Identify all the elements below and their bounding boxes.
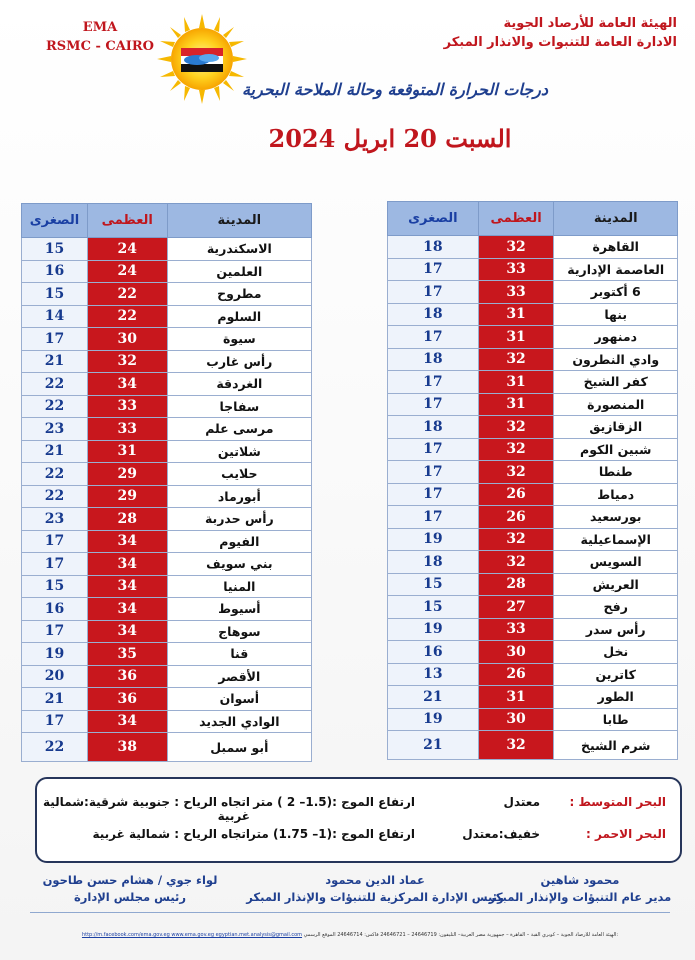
max-temp-cell: 22	[87, 283, 167, 306]
city-cell: سوهاج	[167, 620, 311, 643]
min-temp-cell: 22	[22, 373, 88, 396]
city-cell: شبين الكوم	[554, 438, 678, 461]
min-temp-cell: 17	[388, 393, 479, 416]
table-row	[22, 305, 312, 328]
city-cell: العلمين	[167, 260, 311, 283]
max-temp-cell: 29	[87, 485, 167, 508]
min-temp-cell: 15	[22, 575, 88, 598]
header-min: الصغرى	[388, 202, 479, 236]
city-cell: المنصورة	[554, 393, 678, 416]
table-row	[22, 373, 312, 396]
city-cell: رأس غارب	[167, 350, 311, 373]
max-temp-cell: 33	[478, 618, 554, 641]
min-temp-cell: 17	[22, 553, 88, 576]
max-temp-cell: 28	[87, 508, 167, 531]
sea-state: خفيف:معتدل	[462, 827, 540, 841]
table-row	[388, 551, 678, 574]
max-temp-cell: 31	[478, 326, 554, 349]
table-row	[388, 731, 678, 760]
min-temp-cell: 15	[388, 596, 479, 619]
divider	[30, 912, 670, 913]
min-temp-cell: 17	[388, 258, 479, 281]
min-temp-cell: 17	[22, 710, 88, 733]
city-cell: بنها	[554, 303, 678, 326]
city-cell: الغردقة	[167, 373, 311, 396]
table-row	[388, 573, 678, 596]
city-cell: حلايب	[167, 463, 311, 486]
table-row	[388, 686, 678, 709]
sea-name: البحر المتوسط :	[569, 795, 666, 809]
min-temp-cell: 20	[22, 665, 88, 688]
city-cell: طنطا	[554, 461, 678, 484]
max-temp-cell: 31	[478, 686, 554, 709]
max-temp-cell: 36	[87, 688, 167, 711]
city-cell: دمنهور	[554, 326, 678, 349]
organization-header	[377, 14, 677, 52]
table-row	[388, 371, 678, 394]
min-temp-cell: 17	[388, 281, 479, 304]
table-row	[388, 393, 678, 416]
signature-block	[30, 872, 230, 906]
max-temp-cell: 33	[478, 258, 554, 281]
max-temp-cell: 38	[87, 733, 167, 762]
min-temp-cell: 22	[22, 733, 88, 762]
min-temp-cell: 19	[388, 528, 479, 551]
min-temp-cell: 21	[22, 440, 88, 463]
table-row	[388, 596, 678, 619]
max-temp-cell: 31	[87, 440, 167, 463]
city-cell: سفاجا	[167, 395, 311, 418]
table-row	[22, 238, 312, 261]
min-temp-cell: 17	[388, 438, 479, 461]
min-temp-cell: 22	[22, 463, 88, 486]
max-temp-cell: 34	[87, 530, 167, 553]
min-temp-cell: 17	[22, 620, 88, 643]
signature-title: رئيس الإدارة المركزية للتنبؤات والإنذار المبكر	[246, 890, 504, 904]
table-row	[22, 485, 312, 508]
max-temp-cell: 26	[478, 506, 554, 529]
city-cell: السلوم	[167, 305, 311, 328]
max-temp-cell: 31	[478, 303, 554, 326]
min-temp-cell: 16	[22, 598, 88, 621]
table-row	[388, 528, 678, 551]
min-temp-cell: 23	[22, 508, 88, 531]
min-temp-cell: 22	[22, 485, 88, 508]
city-cell: بورسعيد	[554, 506, 678, 529]
table-row	[388, 663, 678, 686]
ema-label	[40, 18, 160, 56]
sea-navigation-box	[35, 777, 682, 863]
bulletin-subtitle: درجات الحرارة المتوقعة وحالة الملاحة البحرية	[241, 80, 549, 99]
city-cell: العريش	[554, 573, 678, 596]
org-line1: الهيئة العامة للأرصاد الجوية	[503, 16, 677, 31]
footer-address: الهيئة العامة للأرصاد الجوية – كوبري القبة – القاهرة – جمهورية مصر العربية– التليفون: 24646719 – 24646721 فاكس: 24646714 الموقع الرسمي:	[303, 932, 619, 938]
max-temp-cell: 33	[478, 281, 554, 304]
table-row	[22, 283, 312, 306]
table-row	[22, 688, 312, 711]
table-row	[388, 618, 678, 641]
city-cell: القاهرة	[554, 236, 678, 259]
signatures	[0, 872, 695, 912]
city-cell: رأس حدربة	[167, 508, 311, 531]
min-temp-cell: 16	[22, 260, 88, 283]
table-row	[388, 303, 678, 326]
header-min: الصغرى	[22, 204, 88, 238]
header-city: المدينة	[167, 204, 311, 238]
table-row	[388, 708, 678, 731]
max-temp-cell: 31	[478, 393, 554, 416]
city-cell: شرم الشيخ	[554, 731, 678, 760]
min-temp-cell: 17	[388, 326, 479, 349]
city-cell: نخل	[554, 641, 678, 664]
min-temp-cell: 17	[388, 506, 479, 529]
city-cell: العاصمة الإدارية	[554, 258, 678, 281]
max-temp-cell: 29	[87, 463, 167, 486]
city-cell: الاسكندرية	[167, 238, 311, 261]
min-temp-cell: 23	[22, 418, 88, 441]
city-cell: المنيا	[167, 575, 311, 598]
min-temp-cell: 16	[388, 641, 479, 664]
ema-line2: RSMC - CAIRO	[45, 39, 155, 54]
signature-title: مدير عام التنبؤات والإنذار المبكر	[488, 890, 672, 904]
max-temp-cell: 32	[478, 236, 554, 259]
wave-height: ارتفاع الموج :(1.5– 2 ) متر	[253, 795, 415, 809]
table-row	[388, 348, 678, 371]
city-cell: أبورماد	[167, 485, 311, 508]
max-temp-cell: 28	[478, 573, 554, 596]
table-row	[388, 461, 678, 484]
table-row	[388, 416, 678, 439]
left-temperature-table	[21, 203, 312, 762]
min-temp-cell: 21	[22, 688, 88, 711]
max-temp-cell: 32	[87, 350, 167, 373]
table-row	[22, 553, 312, 576]
max-temp-cell: 32	[478, 551, 554, 574]
max-temp-cell: 34	[87, 710, 167, 733]
min-temp-cell: 19	[22, 643, 88, 666]
max-temp-cell: 24	[87, 260, 167, 283]
max-temp-cell: 34	[87, 373, 167, 396]
max-temp-cell: 32	[478, 461, 554, 484]
city-cell: الإسماعيلية	[554, 528, 678, 551]
table-row	[388, 236, 678, 259]
city-cell: الطور	[554, 686, 678, 709]
table-row	[22, 418, 312, 441]
table-row	[22, 530, 312, 553]
table-row	[388, 483, 678, 506]
min-temp-cell: 13	[388, 663, 479, 686]
table-row	[22, 328, 312, 351]
min-temp-cell: 18	[388, 236, 479, 259]
table-row	[388, 438, 678, 461]
max-temp-cell: 32	[478, 731, 554, 760]
max-temp-cell: 34	[87, 553, 167, 576]
max-temp-cell: 32	[478, 348, 554, 371]
min-temp-cell: 21	[388, 731, 479, 760]
city-cell: طابا	[554, 708, 678, 731]
table-row	[388, 258, 678, 281]
city-cell: الفيوم	[167, 530, 311, 553]
city-cell: أبو سمبل	[167, 733, 311, 762]
table-row	[388, 641, 678, 664]
signature-name: عماد الدين محمود	[325, 873, 425, 887]
signature-name: محمود شاهين	[540, 873, 620, 887]
wave-height: ارتفاع الموج :(1– 1.75) متر	[249, 827, 415, 841]
city-cell: قنا	[167, 643, 311, 666]
min-temp-cell: 18	[388, 348, 479, 371]
min-temp-cell: 21	[388, 686, 479, 709]
city-cell: الزقازيق	[554, 416, 678, 439]
table-row	[22, 598, 312, 621]
max-temp-cell: 34	[87, 620, 167, 643]
min-temp-cell: 17	[388, 371, 479, 394]
city-cell: مطروح	[167, 283, 311, 306]
table-header-row	[22, 204, 312, 238]
min-temp-cell: 17	[22, 328, 88, 351]
footer-links[interactable]: http://m.facebook.com/ema.gov.eg www.ema.gov.eg egyptian.met.analysis@gmail.com	[81, 932, 303, 938]
table-row	[22, 508, 312, 531]
min-temp-cell: 15	[388, 573, 479, 596]
signature-name: لواء جوي / هشام حسن طاحون	[42, 873, 218, 887]
max-temp-cell: 26	[478, 483, 554, 506]
min-temp-cell: 18	[388, 551, 479, 574]
right-temperature-table	[387, 201, 678, 760]
max-temp-cell: 32	[478, 528, 554, 551]
max-temp-cell: 34	[87, 598, 167, 621]
sea-state: معتدل	[503, 795, 540, 809]
max-temp-cell: 36	[87, 665, 167, 688]
signature-block	[245, 872, 505, 906]
max-temp-cell: 30	[478, 708, 554, 731]
city-cell: سيوة	[167, 328, 311, 351]
min-temp-cell: 15	[22, 238, 88, 261]
min-temp-cell: 17	[388, 483, 479, 506]
footer	[30, 932, 670, 944]
min-temp-cell: 22	[22, 395, 88, 418]
wind-direction: اتجاه الرياح : شمالية غربية	[92, 827, 250, 841]
min-temp-cell: 18	[388, 416, 479, 439]
max-temp-cell: 30	[87, 328, 167, 351]
wind-direction: اتجاه الرياح : جنوبية شرقية:شمالية غربية	[43, 795, 250, 823]
ema-line1: EMA	[82, 20, 118, 35]
min-temp-cell: 19	[388, 708, 479, 731]
bulletin-date: السبت 20 ابريل 2024	[268, 124, 512, 153]
table-header-row	[388, 202, 678, 236]
table-row	[22, 620, 312, 643]
city-cell: رفح	[554, 596, 678, 619]
table-row	[22, 350, 312, 373]
max-temp-cell: 34	[87, 575, 167, 598]
table-row	[22, 440, 312, 463]
table-row	[388, 506, 678, 529]
min-temp-cell: 15	[22, 283, 88, 306]
table-row	[22, 665, 312, 688]
table-row	[388, 281, 678, 304]
table-row	[388, 326, 678, 349]
max-temp-cell: 32	[478, 416, 554, 439]
table-row	[22, 395, 312, 418]
max-temp-cell: 26	[478, 663, 554, 686]
table-row	[22, 575, 312, 598]
max-temp-cell: 35	[87, 643, 167, 666]
max-temp-cell: 22	[87, 305, 167, 328]
min-temp-cell: 18	[388, 303, 479, 326]
signature-block	[480, 872, 680, 906]
min-temp-cell: 14	[22, 305, 88, 328]
signature-title: رئيس مجلس الإدارة	[73, 890, 186, 904]
header-max: العظمى	[478, 202, 554, 236]
table-row	[22, 643, 312, 666]
sea-row-red-sea	[37, 827, 680, 847]
min-temp-cell: 17	[388, 461, 479, 484]
city-cell: 6 أكتوبر	[554, 281, 678, 304]
table-row	[22, 733, 312, 762]
max-temp-cell: 30	[478, 641, 554, 664]
city-cell: أسوان	[167, 688, 311, 711]
city-cell: كفر الشيخ	[554, 371, 678, 394]
city-cell: مرسى علم	[167, 418, 311, 441]
header-city: المدينة	[554, 202, 678, 236]
max-temp-cell: 31	[478, 371, 554, 394]
table-row	[22, 260, 312, 283]
city-cell: الأقصر	[167, 665, 311, 688]
city-cell: رأس سدر	[554, 618, 678, 641]
city-cell: كاترين	[554, 663, 678, 686]
city-cell: دمياط	[554, 483, 678, 506]
city-cell: بني سويف	[167, 553, 311, 576]
sea-row-mediterranean	[37, 795, 680, 823]
max-temp-cell: 24	[87, 238, 167, 261]
min-temp-cell: 19	[388, 618, 479, 641]
city-cell: أسيوط	[167, 598, 311, 621]
sea-name: البحر الاحمر :	[586, 827, 666, 841]
city-cell: الوادي الجديد	[167, 710, 311, 733]
city-cell: وادي النطرون	[554, 348, 678, 371]
table-row	[22, 463, 312, 486]
city-cell: شلاتين	[167, 440, 311, 463]
max-temp-cell: 33	[87, 418, 167, 441]
min-temp-cell: 21	[22, 350, 88, 373]
min-temp-cell: 17	[22, 530, 88, 553]
max-temp-cell: 27	[478, 596, 554, 619]
org-line2: الادارة العامة للتنبوات والانذار المبكر	[443, 35, 677, 50]
header-max: العظمى	[87, 204, 167, 238]
city-cell: السويس	[554, 551, 678, 574]
max-temp-cell: 32	[478, 438, 554, 461]
max-temp-cell: 33	[87, 395, 167, 418]
table-row	[22, 710, 312, 733]
